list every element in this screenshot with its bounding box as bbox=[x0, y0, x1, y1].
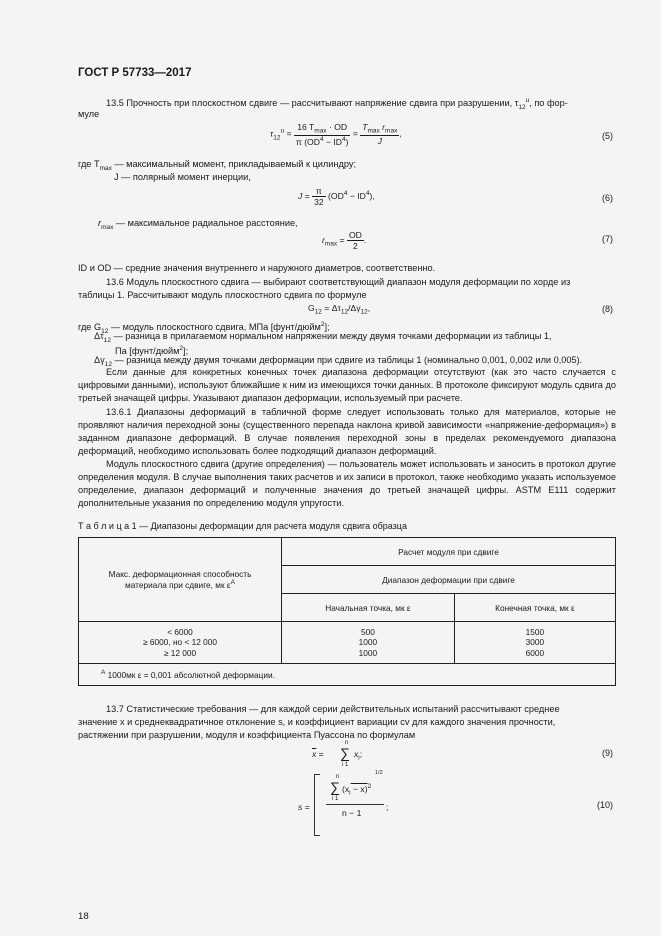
row-end-1: 1500 bbox=[525, 626, 545, 637]
eq6-m: − ID bbox=[347, 190, 366, 201]
eq5-lhs-sub: 12 bbox=[273, 134, 281, 142]
eq9-lhs: $\overline{x}$ bbox=[312, 749, 317, 759]
eq10-top: n bbox=[336, 774, 340, 780]
eq10-body-m: − x) bbox=[350, 783, 368, 794]
eq10-exp: 1/2 bbox=[375, 770, 383, 776]
eq6-s2: 4 bbox=[365, 189, 370, 197]
where8-l4-sub: 12 bbox=[104, 360, 112, 368]
footnote-sup: A bbox=[101, 669, 106, 677]
s135-sub: 12 bbox=[518, 103, 526, 111]
equation-9 bbox=[312, 740, 382, 770]
rows-start-cell bbox=[282, 622, 455, 664]
paragraph-13-6-1: 13.6.1 Диапазоны деформаций в табличной форме следует использовать только для материалов, которые не проявляют наличия переходной зоны (существенного перепада наклона кривой зависимости «напряжение-деформация») в заданном диапазоне деформаций. В случае появления переходной зоны в пределах рекомендуемого диапазона деформаций, необходимо использовать более подходящий диапазон деформаций. bbox=[78, 407, 616, 457]
head-top: Расчет модуля при сдвиге bbox=[282, 538, 616, 566]
eq10-body-sub: i bbox=[349, 789, 351, 797]
eq5-num2-sub: max bbox=[367, 128, 380, 136]
eq8-rest: = Δτ bbox=[321, 303, 341, 313]
equation-5: $\tau_{12}^u$ = $\frac{16 T_{max} \cdot OD}{\pi (OD^4 - ID^4)}$ = $\frac{T_{max} r_{max}}{J}$ , bbox=[270, 122, 402, 147]
table-caption: Т а б л и ц а 1 — Диапазоны деформации для расчета модуля сдвига образца bbox=[78, 521, 407, 531]
rows-left-cell bbox=[79, 622, 282, 664]
where5-l1b: — максимальный момент, прикладываемый к цилиндру; bbox=[111, 159, 357, 169]
eq5-frac-1 bbox=[294, 122, 351, 147]
row-left-3: ≥ 12 000 bbox=[163, 647, 197, 658]
eq8-g: G bbox=[308, 303, 315, 313]
eq9-tail: ; bbox=[359, 749, 363, 759]
paragraph-other-definitions: Модуль плоскостного сдвига (другие определения) — пользователь может использовать и заносить в протокол другие определения модуля. В случае выполнения таких расчетов и их записи в протокол, также необходимо указать используемое определение, диапазон деформаций и полученные значения до третьей значащей цифры. ASTM E111 содержит дополнительные указания по определению модуля упругости. bbox=[78, 459, 616, 509]
where8-l3-sup: 2 bbox=[179, 345, 184, 352]
where8-l4a: Δγ bbox=[94, 355, 105, 365]
col-left-eps: ε bbox=[226, 579, 231, 590]
eq7-eq: = bbox=[337, 234, 345, 245]
where8-l3a: Па [фунт/дюйм bbox=[115, 346, 180, 357]
eq9-number: (9) bbox=[602, 748, 613, 758]
equation-6 bbox=[298, 186, 375, 207]
where8-l1b: — модуль плоскостного сдвига, МПа [фунт/дюйм bbox=[108, 322, 321, 333]
eq5-den1-s2: 4 bbox=[341, 135, 346, 143]
where8-l2b: — разница в прилагаемом нормальном напряжении между двумя точками деформации из таблицы 1, bbox=[111, 331, 552, 341]
eq5-den1-tail: ) bbox=[345, 136, 349, 147]
row-left-1: < 6000 bbox=[167, 626, 193, 637]
eq6-number: (6) bbox=[602, 193, 613, 203]
where6-sub: max bbox=[101, 223, 114, 231]
id-od-text: ID и OD — средние значения внутреннего и наружного диаметров, соответственно. bbox=[78, 263, 436, 273]
eq9-sum: ∑ bbox=[340, 745, 350, 761]
eq7-number: (7) bbox=[602, 234, 613, 244]
s137-line2: значение x и среднеквадратичное отклонение s, и коэффициент вариации cv для каждого значения прочности, bbox=[78, 717, 556, 727]
row-left-2: ≥ 6000, но < 12 000 bbox=[143, 637, 217, 648]
row-end-3: 6000 bbox=[525, 647, 545, 658]
footnote-text: 1000мк ε = 0,001 абсолютной деформации. bbox=[105, 669, 275, 680]
eq7-lhs: r bbox=[322, 234, 325, 245]
s135-text-b: , по фор- bbox=[529, 98, 568, 109]
s135-text-a: 13.5 Прочность при плоскостном сдвиге — рассчитывают напряжение сдвига при разрушении, τ bbox=[106, 98, 519, 109]
eq5-num1-tail: · OD bbox=[326, 122, 348, 132]
eq6-s1: 4 bbox=[343, 189, 348, 197]
eq10-sum: ∑ bbox=[330, 779, 340, 795]
eq10-body: (x bbox=[342, 783, 350, 794]
where5-l1-sub: max bbox=[99, 164, 112, 172]
where8-l1a: где G bbox=[78, 322, 102, 333]
s135-sup: u bbox=[525, 97, 530, 104]
paragraph-data-endpoints: Если данные для конкретных конечных точек диапазона деформации отсутствуют (как это часто случается с цифровыми данными), используют ближайшие к ним из имеющихся точки данных. В протоколе фиксируют модуль сдвига до третьей значащей цифры. Указывают диапазон деформации, используемый при расчете. bbox=[78, 367, 616, 404]
equation-8 bbox=[308, 303, 370, 316]
eq5-den1-m: − ID bbox=[323, 136, 342, 147]
eq9-rhs: x bbox=[354, 749, 359, 759]
where6-line bbox=[98, 217, 298, 234]
eq10-tail: ; bbox=[386, 802, 389, 812]
eq5-num2-sub2: max bbox=[385, 128, 398, 136]
equation-7 bbox=[322, 230, 366, 251]
fraction-bar bbox=[326, 804, 384, 805]
col-left-sup: A bbox=[230, 579, 235, 587]
eq9-top: n bbox=[345, 740, 349, 746]
eq10-body-sup: 2 bbox=[367, 783, 372, 790]
head-mid: Диапазон деформации при сдвиге bbox=[282, 566, 616, 594]
eq6-frac bbox=[312, 186, 326, 207]
row-start-3: 1000 bbox=[358, 647, 378, 658]
eq7-lhs-sub: max bbox=[324, 240, 338, 248]
head-start: Начальная точка, мк ε bbox=[282, 594, 455, 622]
where8-l1-sup: 2 bbox=[320, 321, 325, 328]
rows-end-cell bbox=[454, 622, 615, 664]
row-start-1: 500 bbox=[360, 626, 375, 637]
where8-l2-sub: 12 bbox=[103, 336, 112, 344]
eq8-sub: 12 bbox=[314, 308, 322, 316]
eq6-den: 32 bbox=[314, 197, 324, 207]
eq5-frac-2 bbox=[360, 122, 399, 146]
eq8-sub2: 12 bbox=[340, 308, 349, 316]
eq5-num2-b: r bbox=[379, 122, 386, 133]
where8-l2a: Δτ bbox=[94, 331, 104, 341]
eq6-num: π bbox=[312, 186, 326, 197]
eq8-sub3: 12 bbox=[360, 308, 368, 316]
eq7-den: 2 bbox=[353, 241, 358, 251]
eq5-lhs-sup: u bbox=[280, 127, 285, 135]
eq8-number: (8) bbox=[602, 304, 613, 314]
col-left-text: Макс. деформационная способность материала при сдвиге, мк bbox=[108, 569, 252, 590]
s137-line3: растяжении при разрушении, модуля и коэффициента Пуассона по формулам bbox=[78, 730, 416, 740]
eq6-body: (OD bbox=[328, 190, 344, 201]
page-number: 18 bbox=[78, 911, 89, 922]
eq10-bot: i 1 bbox=[332, 796, 339, 802]
left-bracket-icon bbox=[314, 774, 320, 836]
where6-r: r bbox=[98, 218, 102, 228]
table-footnote bbox=[79, 664, 616, 686]
eq5-number: (5) bbox=[602, 131, 613, 141]
eq8-tail: , bbox=[367, 303, 371, 313]
eq5-num1: 16 T bbox=[297, 122, 315, 132]
col-left-header bbox=[79, 538, 282, 622]
eq8-rest2: /Δγ bbox=[348, 303, 361, 313]
eq5-num2: T bbox=[362, 122, 368, 133]
where5-line2: J — полярный момент инерции, bbox=[114, 172, 251, 182]
eq10-number: (10) bbox=[596, 800, 613, 810]
eq9-rhs-sub: i bbox=[358, 754, 360, 762]
eq7-tail: . bbox=[363, 234, 367, 245]
eq6-tail: ), bbox=[369, 190, 375, 201]
eq5-num1-sub: max bbox=[314, 127, 327, 135]
eq9-bot: i 1 bbox=[342, 762, 349, 768]
equation-10 bbox=[298, 772, 408, 838]
eq9-eq: = bbox=[316, 749, 324, 759]
where5-l1a: где T bbox=[78, 159, 100, 169]
head-end: Конечная точка, мк ε bbox=[454, 594, 615, 622]
where6-text: — максимальное радиальное расстояние, bbox=[113, 218, 298, 228]
page-header: ГОСТ Р 57733—2017 bbox=[78, 67, 192, 79]
where8-l4b: — разница между двумя точками деформации при сдвиге из таблицы 1 (номинально 0,001, 0,002 или 0,005). bbox=[111, 355, 583, 365]
eq5-den2: J bbox=[377, 136, 382, 147]
eq7-frac bbox=[347, 230, 367, 251]
s135-text-c: муле bbox=[78, 109, 100, 119]
s137-line1: 13.7 Статистические требования — для каждой серии действительных испытаний рассчитывают среднее bbox=[106, 704, 560, 714]
eq10-den: n − 1 bbox=[342, 808, 362, 818]
where8-l1c: ]; bbox=[324, 322, 330, 333]
eq5-den1: π (OD bbox=[295, 136, 320, 147]
s136-line2: таблицы 1. Рассчитывают модуль плоскостного сдвига по формуле bbox=[78, 290, 367, 300]
eq7-num: OD bbox=[348, 230, 362, 240]
s136-line1: 13.6 Модуль плоскостного сдвига — выбирают соответствующий диапазон модуля деформации по хорде из bbox=[106, 277, 571, 287]
row-end-2: 3000 bbox=[525, 637, 545, 648]
eq10-lhs: s = bbox=[298, 802, 310, 812]
eq5-den1-s1: 4 bbox=[319, 135, 324, 143]
section-13-5 bbox=[78, 94, 616, 114]
where8-l1-sub: 12 bbox=[101, 327, 109, 335]
where8-l3b: ]; bbox=[183, 346, 189, 357]
eq6-lhs: J = bbox=[298, 190, 310, 201]
eq5-lhs: τ bbox=[270, 128, 274, 139]
row-start-2: 1000 bbox=[358, 637, 378, 648]
strain-range-table bbox=[78, 537, 616, 686]
